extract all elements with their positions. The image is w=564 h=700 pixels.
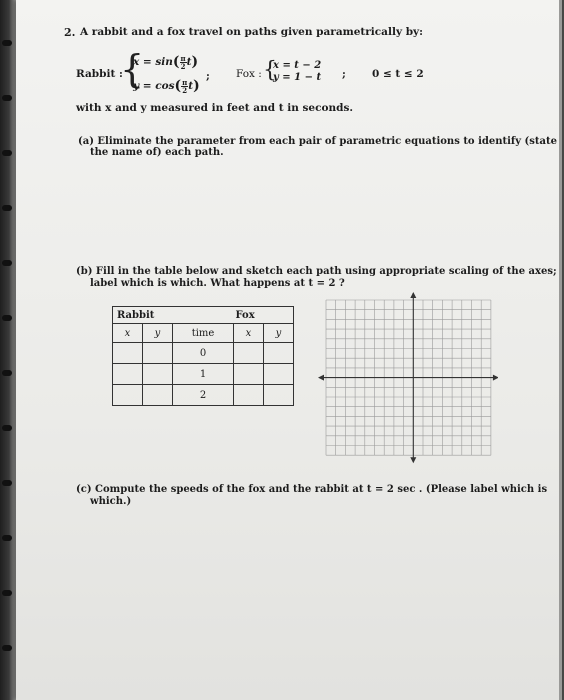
x-axis-arrow-right	[493, 375, 498, 381]
data-table	[112, 306, 294, 406]
cell-rabbit-y[interactable]	[143, 364, 173, 385]
table-header-row	[113, 307, 294, 324]
fox-label: Fox :	[236, 68, 262, 80]
fox-x-equation: x = t − 2	[273, 60, 322, 71]
cell-fox-x[interactable]	[234, 343, 264, 364]
grid-svg	[318, 292, 498, 468]
binder-hole	[2, 150, 12, 156]
frac-den: 2	[182, 85, 188, 95]
col-rabbit-y: y	[143, 324, 173, 343]
rabbit-y-text: y = cos	[133, 80, 175, 92]
cell-time: 1	[173, 364, 234, 385]
fox-header: Fox	[234, 307, 294, 324]
cell-rabbit-x[interactable]	[113, 364, 143, 385]
col-time: time	[173, 324, 234, 343]
coordinate-grid[interactable]	[318, 292, 498, 468]
t-var: t	[186, 56, 192, 68]
table-column-row	[113, 324, 294, 343]
cell-rabbit-x[interactable]	[113, 343, 143, 364]
part-a-line1: (a) Eliminate the parameter from each pair of parametric equations to identify (state	[78, 136, 557, 147]
rabbit-x-text: x = sin	[133, 56, 173, 68]
problem-intro: A rabbit and a fox travel on paths given parametrically by:	[80, 26, 424, 38]
cell-fox-y[interactable]	[264, 385, 294, 406]
t-var: t	[188, 80, 194, 92]
x-axis-arrow-left	[318, 375, 324, 381]
cell-fox-x[interactable]	[234, 364, 264, 385]
cell-rabbit-y[interactable]	[143, 343, 173, 364]
table-row	[113, 343, 294, 364]
cell-fox-y[interactable]	[264, 364, 294, 385]
fox-y-equation: y = 1 − t	[273, 72, 322, 83]
rabbit-brace: {	[120, 47, 145, 91]
rabbit-label: Rabbit :	[76, 68, 123, 80]
col-rabbit-x: x	[113, 324, 143, 343]
cell-rabbit-y[interactable]	[143, 385, 173, 406]
part-c-line2: which.)	[90, 496, 132, 507]
col-fox-x: x	[234, 324, 264, 343]
y-axis-arrow-up	[410, 292, 416, 298]
rabbit-x-equation: x = sin( $\frac{\pi}{2}$ t)	[133, 53, 199, 71]
binder-hole	[2, 40, 12, 46]
cell-fox-x[interactable]	[234, 385, 264, 406]
part-b-line2: label which is which. What happens at t = 2 ?	[90, 278, 345, 289]
fox-brace: {	[263, 58, 277, 83]
part-a-line2: the name of) each path.	[90, 147, 224, 158]
binder-hole	[2, 370, 12, 376]
binder-hole	[2, 205, 12, 211]
table-row	[113, 364, 294, 385]
units-note: with x and y measured in feet and t in seconds.	[76, 102, 354, 114]
part-b-line1: (b) Fill in the table below and sketch each path using appropriate scaling of the axes;	[76, 266, 557, 277]
binder-hole	[2, 535, 12, 541]
cell-time: 0	[173, 343, 234, 364]
time-domain: 0 ≤ t ≤ 2	[372, 68, 424, 80]
binder-hole	[2, 645, 12, 651]
cell-fox-y[interactable]	[264, 343, 294, 364]
rabbit-header: Rabbit	[113, 307, 173, 324]
col-fox-y: y	[264, 324, 294, 343]
part-c-line1: (c) Compute the speeds of the fox and the rabbit at t = 2 sec . (Please label which is	[76, 484, 548, 495]
binder-hole	[2, 260, 12, 266]
y-axis-arrow-down	[410, 457, 416, 463]
header-spacer	[173, 307, 234, 324]
frac-den: 2	[180, 61, 186, 71]
cell-time: 2	[173, 385, 234, 406]
cell-rabbit-x[interactable]	[113, 385, 143, 406]
table-row	[113, 385, 294, 406]
frac-num: π	[182, 77, 188, 87]
binder-hole	[2, 480, 12, 486]
page-edge	[559, 0, 562, 700]
binder-hole	[2, 95, 12, 101]
rabbit-y-equation: y = cos( $\frac{\pi}{2}$ t)	[133, 77, 200, 95]
binder-hole	[2, 590, 12, 596]
rabbit-x-fraction	[180, 55, 187, 70]
separator-2: ;	[342, 68, 346, 80]
separator-1: ;	[206, 70, 210, 82]
frac-num: π	[180, 53, 186, 63]
binder-hole	[2, 425, 12, 431]
binder-hole	[2, 315, 12, 321]
problem-number: 2.	[64, 26, 76, 39]
